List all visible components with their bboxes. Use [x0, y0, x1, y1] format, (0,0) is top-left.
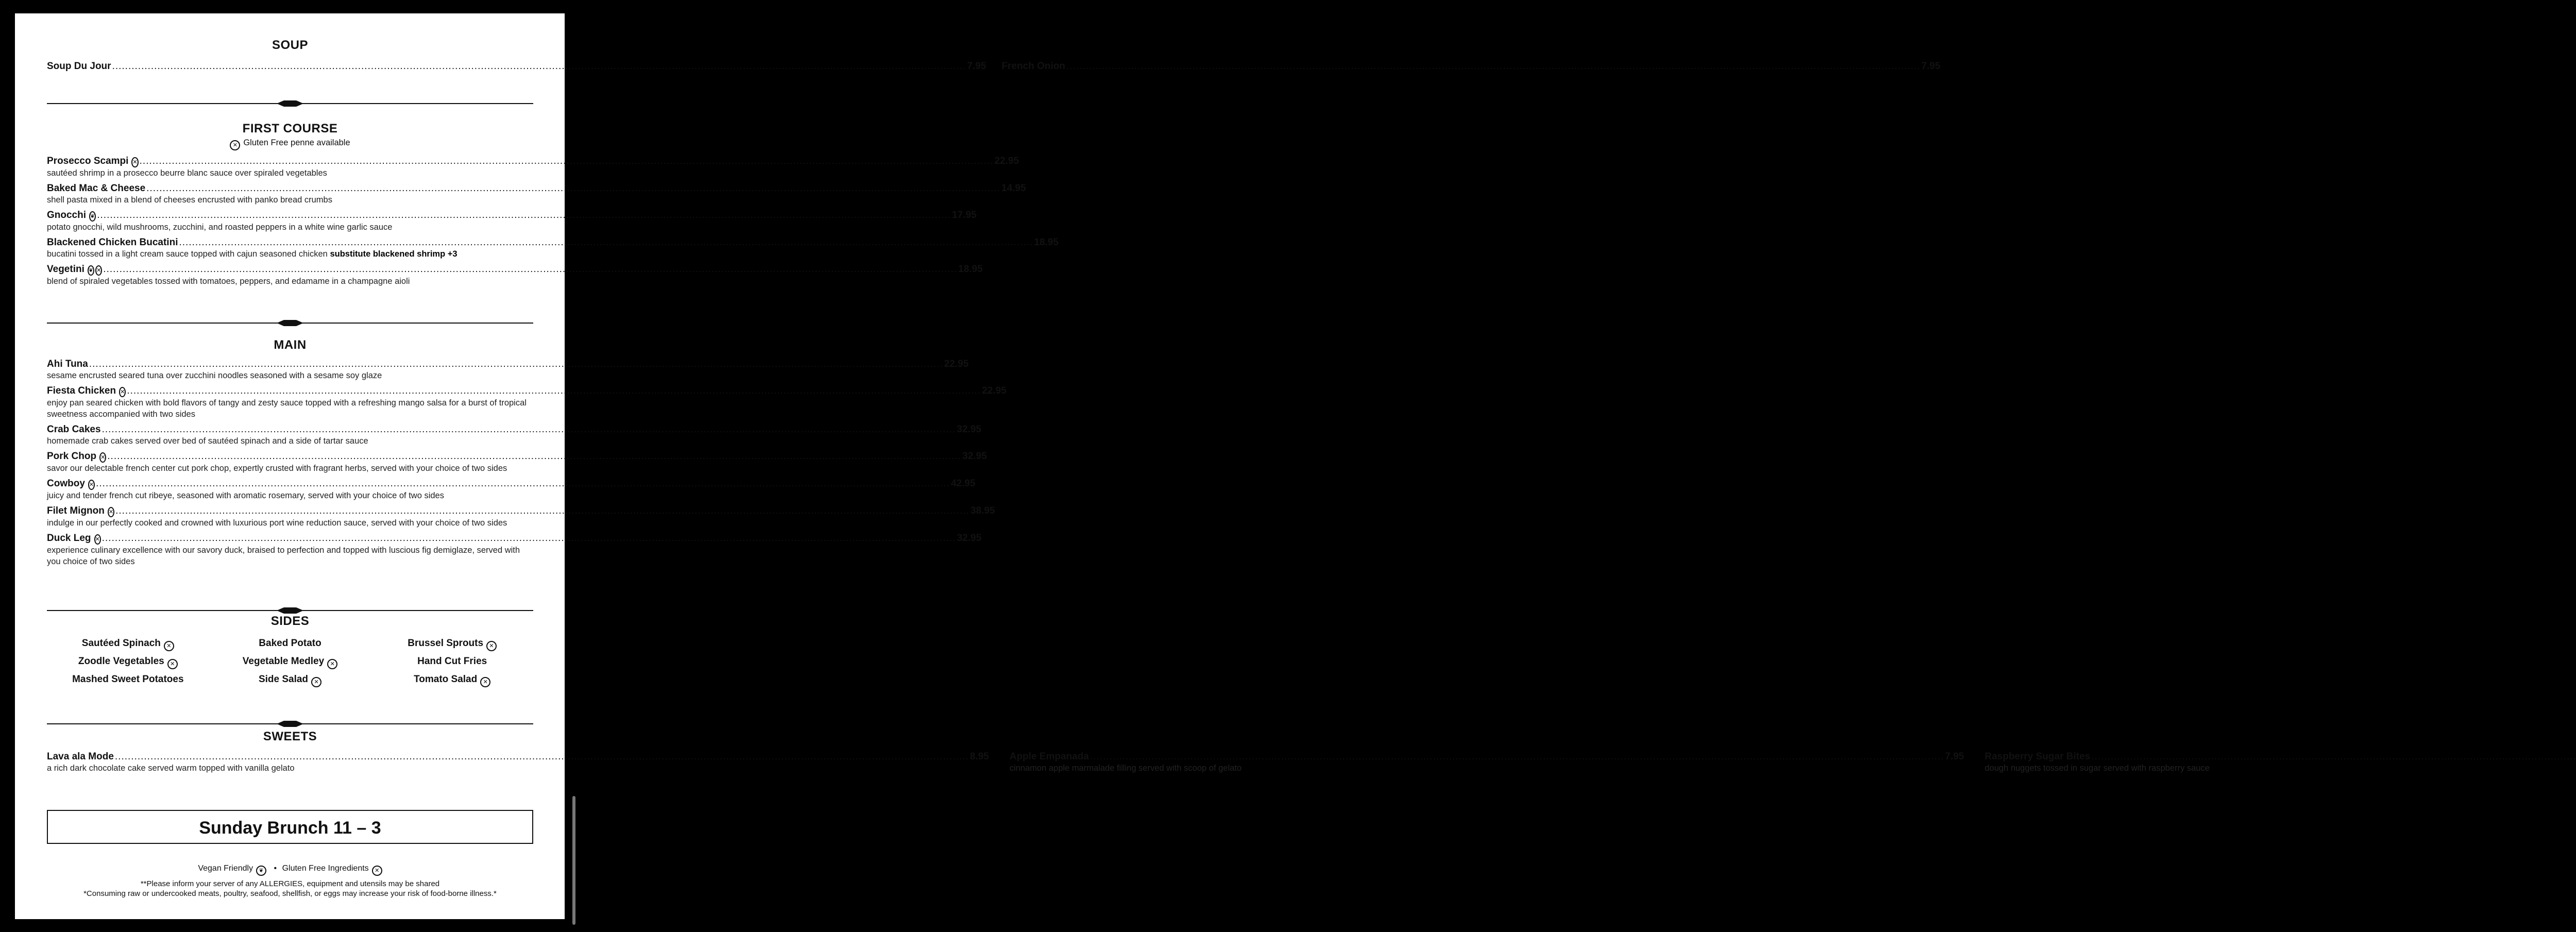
- menu-item: Fiesta Chicken ✕ ..... 22.95 enjoy pan seared chicken with bold flavors of tangy and zesty sauce topped with a refreshing mango salsa for a burst of tropical sweetness accompanied with two sides: [47, 385, 533, 420]
- sweet-item: Raspberry Sugar Bites ..... dough nuggets tossed in sugar served with raspberry sauce: [1985, 751, 2576, 774]
- section-divider: [47, 100, 533, 107]
- gluten-free-icon: [94, 534, 101, 545]
- gluten-free-icon: [164, 641, 174, 651]
- gluten-free-icon: [486, 641, 497, 651]
- main-title: MAIN: [274, 338, 307, 352]
- brunch-hours: Sunday Brunch 11 – 3: [47, 810, 533, 844]
- side-item: Baked Potato: [259, 638, 321, 649]
- menu-item: Crab Cakes ..... 32.95 homemade crab cakes served over bed of sautéed spinach and a side of tartar sauce: [47, 424, 533, 447]
- brunch-banner: [47, 810, 533, 844]
- side-item: Sautéed Spinach✕: [47, 638, 209, 651]
- menu-item: Ahi Tuna ..... 22.95 sesame encrusted seared tuna over zucchini noodles seasoned with a sesame soy glaze: [47, 359, 533, 381]
- vegan-icon: [89, 211, 96, 222]
- raw-food-warning: *Consuming raw or undercooked meats, poultry, seafood, shellfish, or eggs may increase your risk of food-borne illness.*: [83, 889, 497, 898]
- side-item: Mashed Sweet Potatoes: [72, 674, 184, 685]
- menu-item: Blackened Chicken Bucatini ..... 18.95 bucatini tossed in a light cream sauce topped with cajun seasoned chicken substitute blackened shrimp +3: [47, 237, 533, 260]
- gluten-free-icon: [108, 507, 114, 517]
- menu-item: Baked Mac & Cheese ..... 14.95 shell pasta mixed in a blend of cheeses encrusted with panko bread crumbs: [47, 183, 533, 206]
- side-item: Hand Cut Fries: [417, 656, 487, 667]
- sides-title: SIDES: [270, 614, 310, 628]
- gluten-free-icon: [480, 677, 490, 687]
- side-item: Side Salad✕: [209, 674, 371, 687]
- menu-item: Vegetini ❦ ✕ ..... 18.95 blend of spiraled vegetables tossed with tomatoes, peppers, and edamame in a champagne aioli: [47, 264, 533, 287]
- dietary-legend: Vegan Friendly❦ • Gluten Free Ingredients✕: [47, 863, 533, 876]
- scrollbar[interactable]: [572, 796, 575, 925]
- menu-item: Duck Leg ✕ ..... 32.95 experience culinary excellence with our savory duck, braised to perfection and topped with luscious fig demiglaze, served with you choice of two sides: [47, 533, 533, 567]
- gluten-free-icon: [99, 452, 106, 463]
- gluten-free-icon: [88, 480, 95, 490]
- footer: [47, 863, 533, 899]
- side-item: Tomato Salad✕: [371, 674, 533, 687]
- vegan-icon: [88, 265, 94, 276]
- gluten-free-icon: [119, 387, 126, 397]
- soup-section: [47, 38, 1941, 72]
- side-item: Zoodle Vegetables✕: [47, 656, 209, 669]
- vegan-icon: [256, 866, 266, 876]
- gluten-free-icon: [230, 140, 240, 150]
- section-divider: [47, 720, 533, 727]
- first-course-section: [47, 122, 1059, 291]
- section-divider: [47, 319, 533, 327]
- gluten-free-icon: [167, 659, 178, 669]
- menu-item: Pork Chop ✕ ..... 32.95 savor our delectable french center cut pork chop, expertly crusted with fragrant herbs, served with your choice of two sides: [47, 451, 533, 474]
- menu-item: Cowboy ✕ ..... 42.95 juicy and tender french cut ribeye, seasoned with aromatic rosemary, served with your choice of two sides: [47, 478, 533, 501]
- gluten-free-icon: [95, 265, 102, 276]
- sweet-item: Apple Empanada ..... 7.95 cinnamon apple marmalade filling served with scoop of gelato: [1009, 751, 1964, 774]
- menu-item: Gnocchi ❦ ..... 17.95 potato gnocchi, wild mushrooms, zucchini, and roasted peppers in a white wine garlic sauce: [47, 210, 533, 233]
- section-divider: [47, 607, 533, 614]
- gluten-free-icon: [372, 866, 382, 876]
- sides-section: [47, 614, 533, 687]
- soup-title: SOUP: [272, 38, 308, 52]
- allergy-note: **Please inform your server of any ALLERGIES, equipment and utensils may be shared: [140, 879, 440, 888]
- gluten-free-note: ✕Gluten Free penne available: [47, 138, 533, 150]
- menu-page: [15, 13, 2210, 919]
- main-section: [47, 338, 1007, 571]
- gluten-free-icon: [327, 659, 337, 669]
- gluten-free-icon: [131, 157, 138, 167]
- side-item: Brussel Sprouts✕: [371, 638, 533, 651]
- first-course-title: FIRST COURSE: [242, 122, 338, 135]
- gluten-free-icon: [311, 677, 321, 687]
- menu-item-soup-du-jour: Soup Du Jour ..... 7.95: [47, 61, 986, 72]
- sweet-item: Lava ala Mode ..... 8.95 a rich dark chocolate cake served warm topped with vanilla gelato: [47, 751, 989, 774]
- side-item: Vegetable Medley✕: [209, 656, 371, 669]
- sweets-title: SWEETS: [263, 730, 317, 743]
- sweets-section: [47, 730, 2210, 774]
- menu-item-french-onion: French Onion ..... 7.95: [1002, 61, 1940, 72]
- menu-item: Filet Mignon ✕ ..... 38.95 indulge in our perfectly cooked and crowned with luxurious port wine reduction sauce, served with your choice of two sides: [47, 505, 533, 529]
- menu-item: Prosecco Scampi ✕ ..... 22.95 sautéed shrimp in a prosecco beurre blanc sauce over spiraled vegetables: [47, 156, 533, 179]
